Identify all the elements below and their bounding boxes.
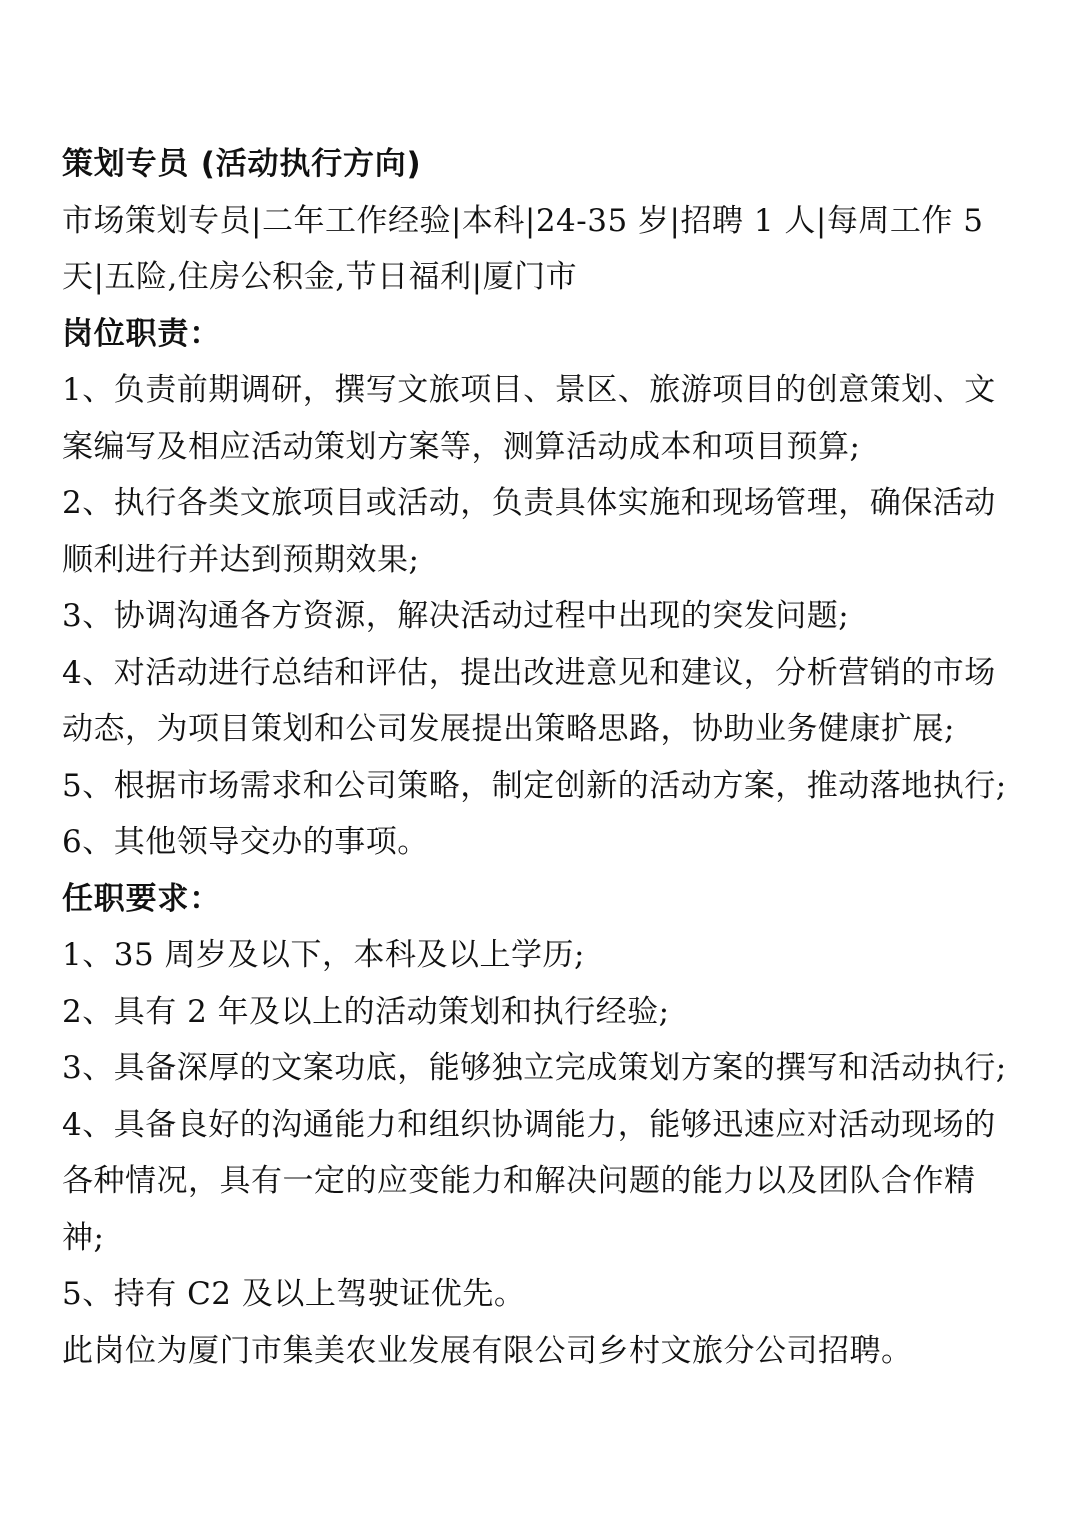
duty-line: 1、负责前期调研，撰写文旅项目、景区、旅游项目的创意策划、文 [62, 372, 996, 408]
requirement-line: 5、持有 C2 及以上驾驶证优先。 [62, 1276, 526, 1312]
company-footer: 此岗位为厦门市集美农业发展有限公司乡村文旅分公司招聘。 [62, 1332, 913, 1369]
duty-line: 4、对活动进行总结和评估，提出改进意见和建议，分析营销的市场 [62, 654, 996, 691]
requirement-line: 各种情况，具有一定的应变能力和解决问题的能力以及团队合作精 [62, 1163, 976, 1199]
requirement-line: 3、具备深厚的文案功底，能够独立完成策划方案的撰写和活动执行; [62, 1050, 1007, 1086]
requirements-heading: 任职要求： [62, 880, 221, 917]
job-summary-line-2: 天|五险,住房公积金,节日福利|厦门市 [62, 259, 578, 295]
requirement-line: 1、35 周岁及以下，本科及以上学历; [62, 937, 585, 973]
requirement-line: 4、具备良好的沟通能力和组织协调能力，能够迅速应对活动现场的 [62, 1106, 996, 1143]
job-title: 策划专员 (活动执行方向) [62, 146, 422, 182]
job-posting [62, 136, 1022, 1379]
duty-line: 案编写及相应活动策划方案等，测算活动成本和项目预算; [62, 428, 861, 465]
duty-line: 5、根据市场需求和公司策略，制定创新的活动方案，推动落地执行; [62, 767, 1007, 804]
duty-line: 3、协调沟通各方资源，解决活动过程中出现的突发问题; [62, 598, 850, 634]
duty-line: 动态，为项目策划和公司发展提出策略思路，协助业务健康扩展; [62, 711, 955, 747]
requirement-line: 神; [62, 1219, 105, 1256]
requirement-line: 2、具有 2 年及以上的活动策划和执行经验; [62, 993, 670, 1030]
duty-line: 6、其他领导交办的事项。 [62, 824, 429, 860]
duty-line: 顺利进行并达到预期效果; [62, 541, 420, 578]
job-summary-line-1: 市场策划专员|二年工作经验|本科|24-35 岁|招聘 1 人|每周工作 5 [62, 202, 984, 239]
duty-line: 2、执行各类文旅项目或活动，负责具体实施和现场管理，确保活动 [62, 485, 996, 521]
duties-heading: 岗位职责： [62, 315, 221, 352]
